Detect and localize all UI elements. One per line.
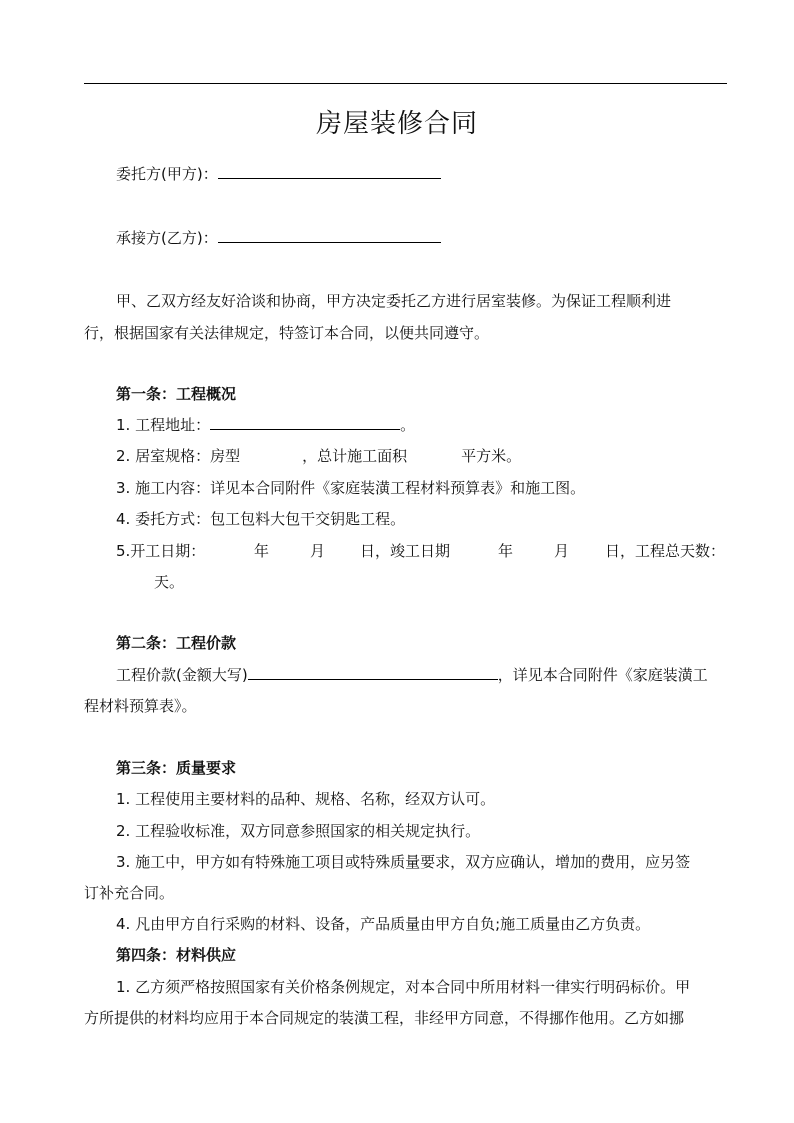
item5-month1: 月: [310, 542, 326, 560]
price-tail: ，详见本合同附件《家庭装潢工: [497, 666, 708, 684]
item5-days: 天。: [154, 573, 185, 591]
section3-item3a: 3. 施工中，甲方如有特殊施工项目或特殊质量要求，双方应确认，增加的费用，应另签: [116, 853, 691, 871]
intro-line-2: 行，根据国家有关法律规定，特签订本合同，以便共同遵守。: [84, 324, 490, 342]
price-label: 工程价款(金额大写): [116, 666, 248, 684]
section2-price-line-2: 程材料预算表》。: [84, 697, 197, 715]
intro-line-1: 甲、乙双方经友好洽谈和协商，甲方决定委托乙方进行居室装修。为保证工程顺利进: [116, 292, 672, 310]
item5-prefix: 5.开工日期：: [116, 542, 206, 560]
section3-item2: 2. 工程验收标准，双方同意参照国家的相关规定执行。: [116, 822, 481, 840]
section1-item4: 4. 委托方式：包工包料大包干交钥匙工程。: [116, 510, 406, 528]
section3-heading: 第三条：质量要求: [116, 759, 237, 777]
section1-item2-mid: ，总计施工面积: [302, 447, 408, 465]
document-title: 房屋装修合同: [315, 109, 478, 139]
section2-heading: 第二条：工程价款: [116, 634, 237, 652]
party-a-blank: [218, 164, 441, 179]
section1-item1-end: 。: [400, 416, 416, 434]
party-b-blank: [218, 228, 441, 243]
section1-item2: [84, 446, 759, 466]
item5-day2: 日，工程总天数：: [605, 542, 726, 560]
item5-month2: 月: [554, 542, 570, 560]
item5-day1: 日，竣工日期: [360, 542, 451, 560]
section2-price-line: [84, 665, 759, 685]
section1-item1-label: 1. 工程地址：: [116, 416, 211, 434]
section1-item2-unit: 平方米。: [461, 447, 522, 465]
party-a-line: [84, 164, 759, 184]
section4-heading: 第四条：材料供应: [116, 946, 237, 964]
section4-item1a: 1. 乙方须严格按照国家有关价格条例规定，对本合同中所用材料一律实行明码标价。甲: [116, 978, 691, 996]
party-b-line: [84, 228, 759, 248]
item5-year2: 年: [498, 542, 514, 560]
section1-heading: 第一条：工程概况: [116, 385, 237, 403]
section1-item1: [84, 415, 759, 435]
section4-item1b: 方所提供的材料均应用于本合同规定的装潢工程，非经甲方同意，不得挪作他用。乙方如挪: [84, 1009, 685, 1027]
party-a-label: 委托方(甲方)：: [116, 165, 218, 183]
price-blank: [248, 665, 498, 680]
section3-item3b: 订补充合同。: [84, 884, 175, 902]
section1-item2-label: 2. 居室规格：房型: [116, 447, 241, 465]
address-blank: [210, 415, 400, 430]
item5-year1: 年: [254, 542, 270, 560]
section3-item1: 1. 工程使用主要材料的品种、规格、名称，经双方认可。: [116, 790, 496, 808]
party-b-label: 承接方(乙方)：: [116, 229, 218, 247]
section1-item3: 3. 施工内容：详见本合同附件《家庭装潢工程材料预算表》和施工图。: [116, 479, 586, 497]
section3-item4: 4. 凡由甲方自行采购的材料、设备，产品质量由甲方自负;施工质量由乙方负责。: [116, 915, 651, 933]
header-rule: [84, 83, 727, 84]
